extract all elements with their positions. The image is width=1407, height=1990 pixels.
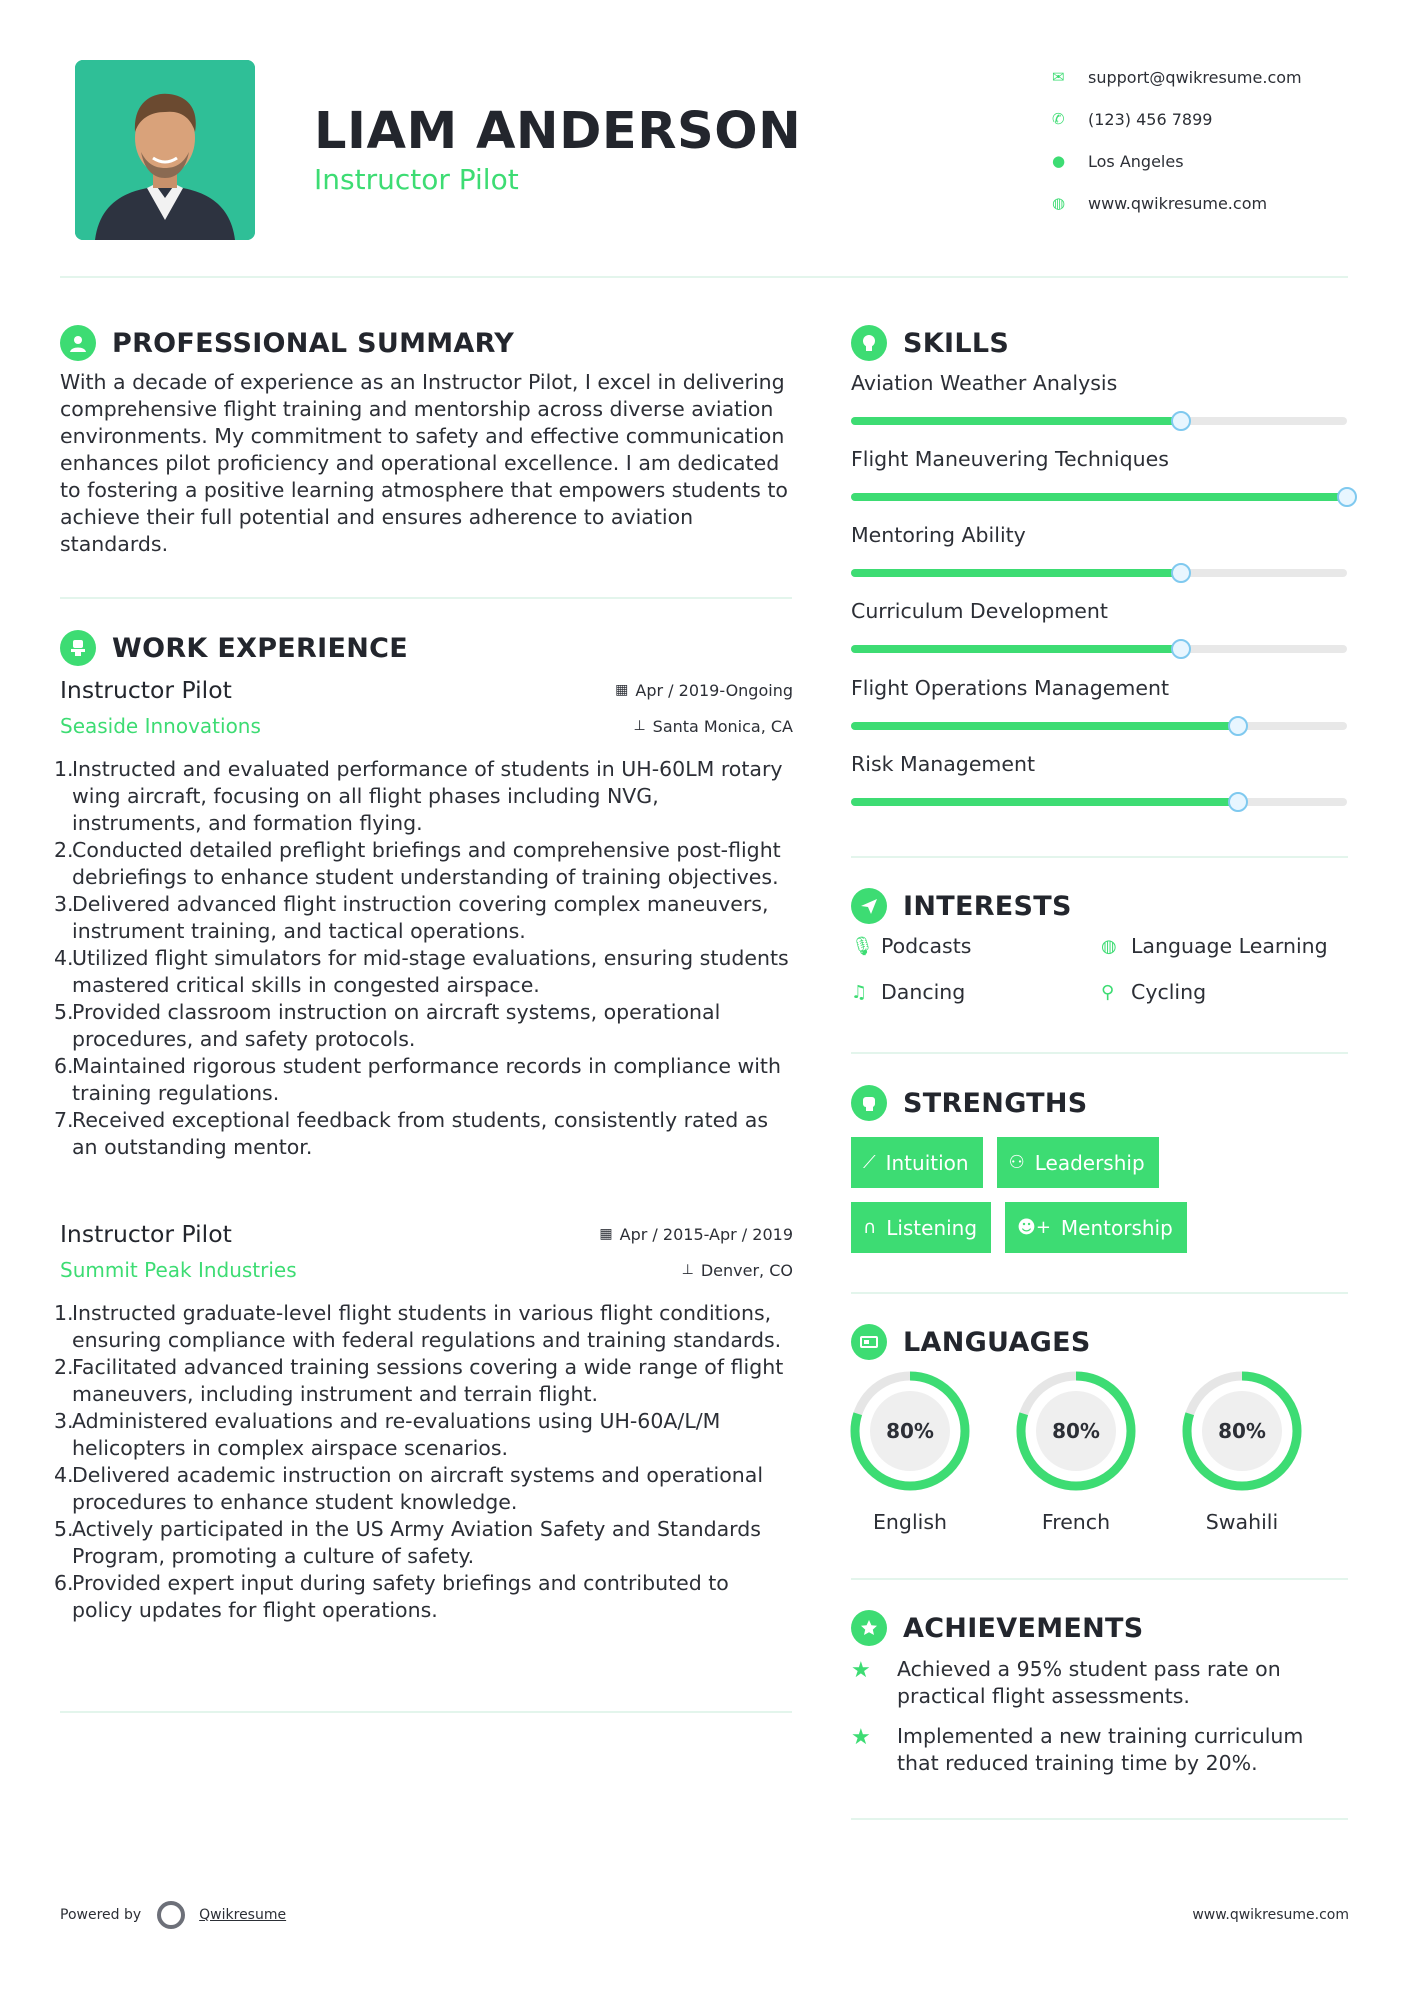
- job-company: Summit Peak Industries: [60, 1258, 297, 1282]
- list-item: 5. Actively participated in the US Army Aviation Safety and Standards Program, promoting a culture of safety.: [54, 1517, 761, 1568]
- job-dates: ▦ Apr / 2019-Ongoing: [615, 680, 793, 700]
- job-entry: [54, 676, 793, 1161]
- job-location: ⊥ Denver, CO: [681, 1260, 793, 1280]
- star-icon: ★: [851, 1725, 871, 1750]
- skills-heading: [851, 325, 1009, 361]
- calendar-icon: ▦: [615, 682, 629, 698]
- list-item: 4. Delivered academic instruction on aircraft systems and operational procedures to enhance student knowledge.: [54, 1463, 764, 1514]
- contact-list: [1050, 56, 1390, 224]
- strength-tag: ∩ Listening: [851, 1202, 991, 1253]
- languages-title: LANGUAGES: [903, 1326, 1091, 1358]
- contact-email[interactable]: [1050, 56, 1390, 98]
- interest-item: ⚲ Cycling: [1101, 980, 1207, 1004]
- interest-item: 🎙︎ Podcasts: [851, 934, 972, 958]
- skill-name: Risk Management: [851, 752, 1036, 776]
- list-item: 7. Received exceptional feedback from students, consistently rated as an outstanding mentor.: [54, 1108, 769, 1159]
- list-item: 2. Facilitated advanced training sessions covering a wide range of flight maneuvers, including instrument and terrain flight.: [54, 1355, 784, 1406]
- headphones-icon: ∩: [863, 1217, 877, 1238]
- skill-name: Mentoring Ability: [851, 523, 1026, 547]
- pushpin-icon: ⊥: [633, 718, 646, 734]
- star-icon: ★: [851, 1658, 871, 1683]
- language-list: [849, 1370, 1347, 1534]
- skills-title: SKILLS: [903, 327, 1010, 359]
- contact-phone-text: (123) 456 7899: [1088, 109, 1213, 129]
- list-item: 6. Provided expert input during safety briefings and contributed to policy updates for flight operations.: [54, 1571, 729, 1622]
- summary-heading: [60, 325, 514, 361]
- job-entry: [54, 1220, 793, 1624]
- interests-title: INTERESTS: [903, 890, 1072, 922]
- languages-divider: [851, 1578, 1348, 1580]
- skill-bar: [851, 493, 1347, 501]
- paper-plane-icon: [851, 888, 887, 924]
- list-item: 6. Maintained rigorous student performance records in compliance with training regulations.: [54, 1054, 781, 1105]
- skill-bar: [851, 417, 1347, 425]
- footer-website[interactable]: www.qwikresume.com: [1192, 1907, 1349, 1923]
- magic-wand-icon: ⟋: [863, 1152, 876, 1173]
- achievement-item: ★ Achieved a 95% student pass rate on practical flight assessments.: [851, 1657, 1281, 1708]
- skill-bar: [851, 569, 1347, 577]
- skill-name: Curriculum Development: [851, 599, 1108, 623]
- bicycle-icon: ⚲: [1101, 981, 1115, 1003]
- strengths-title: STRENGTHS: [903, 1087, 1088, 1119]
- lightbulb-icon: [851, 325, 887, 361]
- footer-brand-link[interactable]: Qwikresume: [199, 1907, 287, 1923]
- language-ring: [849, 1370, 971, 1492]
- experience-heading: [60, 630, 408, 666]
- achievement-item: ★ Implemented a new training curriculum that reduced training time by 20%.: [851, 1724, 1304, 1775]
- music-note-icon: ♫: [851, 981, 868, 1003]
- phone-icon: ✆: [1052, 110, 1065, 128]
- interests-divider: [851, 1052, 1348, 1054]
- map-pin-icon: ●: [1052, 152, 1066, 170]
- languages-heading: [851, 1324, 1091, 1360]
- list-item: 3. Administered evaluations and re-evaluations using UH-60A/L/M helicopters in complex airspace scenarios.: [54, 1409, 721, 1460]
- strength-tag: ☻+ Mentorship: [1005, 1202, 1187, 1253]
- job-title: Instructor Pilot: [60, 1220, 232, 1248]
- language-name: English: [872, 1510, 948, 1534]
- skill-name: Aviation Weather Analysis: [851, 371, 1118, 395]
- summary-text: With a decade of experience as an Instructor Pilot, I excel in delivering comprehensive flight training and mentorship across diverse aviation environments. My commitment to safety and effective communication enhances pilot proficiency and operational excellence. I am dedicated to fostering a positive learning atmosphere that empowers students to achieve their full potential and ensures adherence to aviation standards.: [60, 370, 788, 556]
- contact-website[interactable]: [1050, 182, 1390, 224]
- language-item: [1015, 1370, 1181, 1534]
- language-item: [1181, 1370, 1347, 1534]
- pushpin-icon: ⊥: [681, 1262, 694, 1278]
- contact-website-text: www.qwikresume.com: [1088, 193, 1268, 213]
- interest-list: [851, 933, 1351, 1005]
- strength-tag: ⚇ Leadership: [997, 1137, 1159, 1188]
- microphone-icon: 🎙︎: [851, 935, 874, 957]
- skills-divider: [851, 856, 1348, 858]
- job-bullets: [54, 756, 793, 1161]
- footer-powered-by: Powered by Qwikresume: [60, 1901, 286, 1929]
- summary-title: PROFESSIONAL SUMMARY: [112, 327, 515, 359]
- user-plus-icon: ☻+: [1017, 1217, 1051, 1238]
- language-name: Swahili: [1205, 1510, 1279, 1534]
- skill-bar: [851, 798, 1347, 806]
- calendar-icon: ▦: [599, 1226, 613, 1242]
- envelope-icon: ✉: [1052, 68, 1065, 86]
- list-item: 3. Delivered advanced flight instruction covering complex maneuvers, instrument training, and tactical operations.: [54, 892, 769, 943]
- strength-tags: [851, 1137, 1351, 1267]
- contact-phone[interactable]: [1050, 98, 1390, 140]
- header-divider: [60, 276, 1348, 278]
- strength-tag: ⟋ Intuition: [851, 1137, 983, 1188]
- language-name: French: [1041, 1510, 1111, 1534]
- experience-divider: [60, 1711, 792, 1713]
- skill-item: [851, 676, 1347, 730]
- job-title: Instructor Pilot: [60, 676, 232, 704]
- interest-item: ♫ Dancing: [851, 980, 966, 1004]
- contact-location-text: Los Angeles: [1088, 151, 1184, 171]
- list-item: 1. Instructed graduate-level flight students in various flight conditions, ensuring compliance with federal regulations and training standards.: [54, 1301, 782, 1352]
- list-item: 1. Instructed and evaluated performance of students in UH-60LM rotary wing aircraft, focusing on all flight phases including NVG, instruments, and formation flying.: [54, 757, 783, 835]
- job-company: Seaside Innovations: [60, 714, 261, 738]
- job-bullets: [54, 1300, 793, 1624]
- language-percent: 80%: [886, 1419, 934, 1443]
- experience-title: WORK EXPERIENCE: [112, 632, 408, 664]
- strengths-heading: [851, 1085, 1088, 1121]
- skill-item: [851, 371, 1347, 425]
- skill-bar: [851, 645, 1347, 653]
- skill-item: [851, 447, 1347, 501]
- language-ring: [1181, 1370, 1303, 1492]
- skill-item: [851, 752, 1347, 806]
- skill-item: [851, 599, 1347, 653]
- skill-item: [851, 523, 1347, 577]
- language-percent: 80%: [1052, 1419, 1100, 1443]
- candidate-name: LIAM ANDERSON: [314, 102, 802, 161]
- users-icon: ⚇: [1008, 1152, 1025, 1173]
- language-item: [849, 1370, 1015, 1534]
- achievements-divider: [851, 1818, 1348, 1820]
- language-percent: 80%: [1218, 1419, 1266, 1443]
- globe-icon: ◍: [1052, 194, 1066, 212]
- fist-icon: [851, 1085, 887, 1121]
- job-location: ⊥ Santa Monica, CA: [633, 716, 793, 736]
- achievements-heading: [851, 1610, 1144, 1646]
- contact-location: [1050, 140, 1390, 182]
- interests-heading: [851, 888, 1072, 924]
- language-ring: [1015, 1370, 1137, 1492]
- globe-icon: ◍: [1101, 935, 1117, 957]
- strengths-divider: [851, 1292, 1348, 1294]
- skill-name: Flight Maneuvering Techniques: [851, 447, 1169, 471]
- star-icon: [851, 1610, 887, 1646]
- skill-bar: [851, 722, 1347, 730]
- profile-photo: [75, 60, 255, 240]
- candidate-title: Instructor Pilot: [314, 163, 519, 196]
- achievements-title: ACHIEVEMENTS: [903, 1612, 1144, 1644]
- translate-icon: [851, 1324, 887, 1360]
- list-item: 2. Conducted detailed preflight briefings and comprehensive post-flight debriefings to enhance student understanding of training objectives.: [54, 838, 781, 889]
- briefcase-icon: [60, 630, 96, 666]
- skill-name: Flight Operations Management: [851, 676, 1170, 700]
- qwikresume-logo-icon: [157, 1901, 185, 1929]
- job-dates: ▦ Apr / 2015-Apr / 2019: [599, 1224, 793, 1244]
- summary-divider: [60, 597, 792, 599]
- user-icon: [60, 325, 96, 361]
- list-item: 5. Provided classroom instruction on aircraft systems, operational procedures, and safety protocols.: [54, 1000, 721, 1051]
- list-item: 4. Utilized flight simulators for mid-stage evaluations, ensuring students mastered critical skills in congested airspace.: [54, 946, 789, 997]
- interest-item: ◍ Language Learning: [1101, 934, 1328, 958]
- contact-email-text: support@qwikresume.com: [1088, 67, 1302, 87]
